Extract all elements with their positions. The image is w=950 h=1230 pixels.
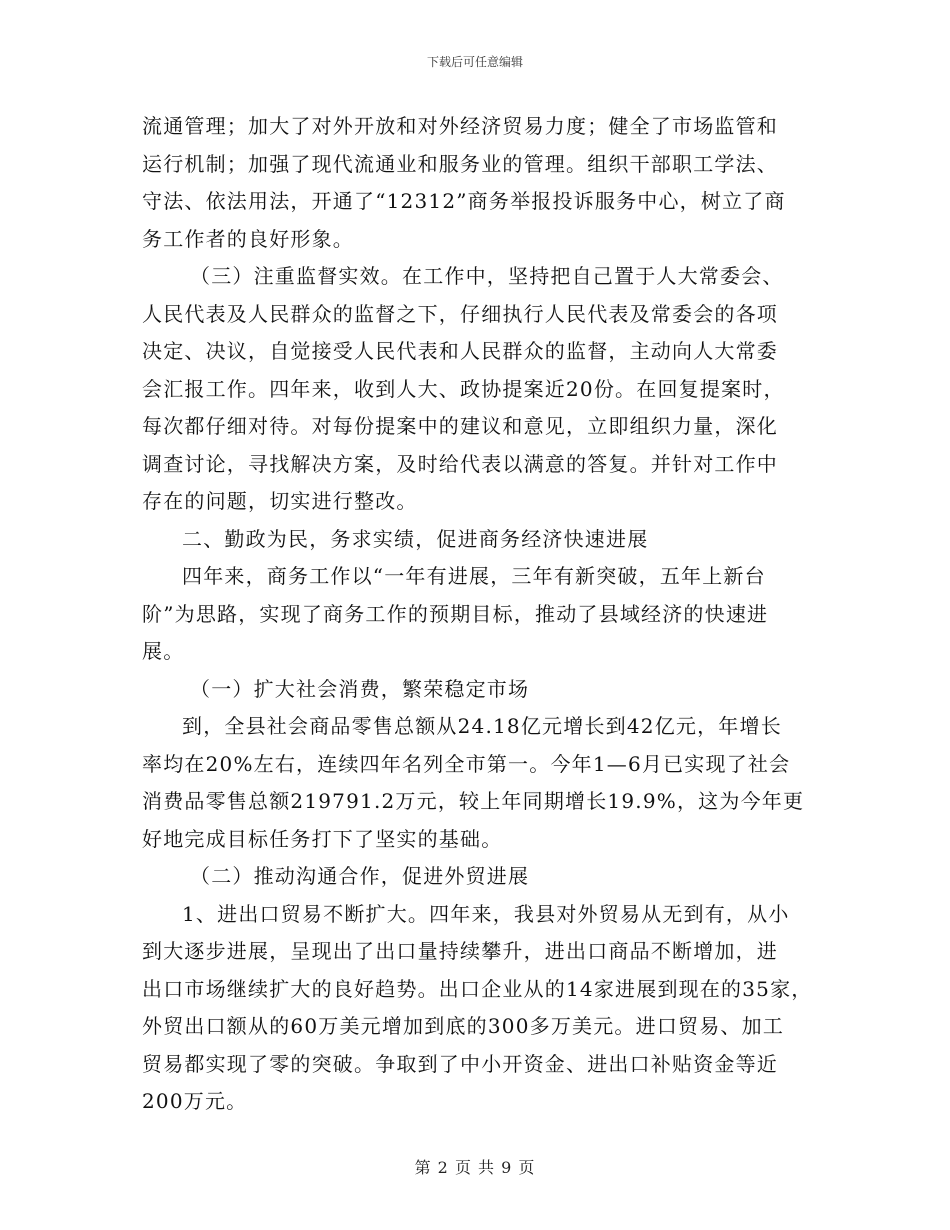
text-line: 展。 [142,639,185,663]
text-line: 四年来，商务工作以“一年有进展，三年有新突破，五年上新台 [182,564,766,588]
text-line: 务工作者的良好形象。 [142,226,354,251]
text-line: 存在的问题，切实进行整改。 [142,489,418,513]
text-line: 1、进出口贸易不断扩大。四年来，我县对外贸易从无到有，从小 [182,901,790,926]
text-line: 贸易都实现了零的突破。争取到了中小开资金、进出口补贴资金等近 [142,1051,778,1076]
text-line: 到大逐步进展，呈现出了出口量持续攀升，进出口商品不断增加，进 [142,939,778,963]
text-line: 消费品零售总额219791.2万元，较上年同期增长19.9%，这为今年更 [142,789,805,813]
section-heading: （二）推动沟通合作，促进外贸进展 [190,864,530,888]
text-line: 出口市场继续扩大的良好趋势。出口企业从的14家进展到现在的35家， [142,976,813,1001]
page-number: 第 2 页 共 9 页 [414,1158,536,1177]
text-line: 运行机制；加强了现代流通业和服务业的管理。组织干部职工学法、 [142,151,778,176]
section-heading: （三）注重监督实效。在工作中，坚持把自己置于人大常委会、 [190,264,784,288]
text-line: 阶”为思路，实现了商务工作的预期目标，推动了县域经济的快速进 [142,601,769,626]
text-line: 会汇报工作。四年来，收到人大、政协提案近20份。在回复提案时， [142,376,785,401]
text-line: 每次都仔细对待。对每份提案中的建议和意见，立即组织力量，深化 [142,414,778,438]
section-heading: 二、勤政为民，务求实绩，促进商务经济快速进展 [182,526,649,551]
text-line: 调查讨论，寻找解决方案，及时给代表以满意的答复。并针对工作中 [142,451,778,476]
text-line: 到，全县社会商品零售总额从24.18亿元增长到42亿元，年增长 [182,714,782,738]
text-line: 决定、决议，自觉接受人民代表和人民群众的监督，主动向人大常委 [142,339,778,363]
document-body [142,108,812,1121]
text-line: 人民代表及人民群众的监督之下，仔细执行人民代表及常委会的各项 [142,301,778,326]
text-line: 好地完成目标任务打下了坚实的基础。 [142,826,503,851]
text-line: 200万元。 [142,1089,248,1113]
text-line: 外贸出口额从的60万美元增加到底的300多万美元。进口贸易、加工 [142,1014,785,1038]
text-line: 率均在20%左右，连续四年名列全市第一。今年1—6月已实现了社会 [142,751,791,776]
text-line: 守法、依法用法，开通了“12312”商务举报投诉服务中心，树立了商 [142,189,786,213]
text-line: 流通管理；加大了对外开放和对外经济贸易力度；健全了市场监管和 [142,114,778,138]
page-header: 下载后可任意编辑 [426,55,523,69]
section-heading: （一）扩大社会消费，繁荣稳定市场 [190,676,530,701]
